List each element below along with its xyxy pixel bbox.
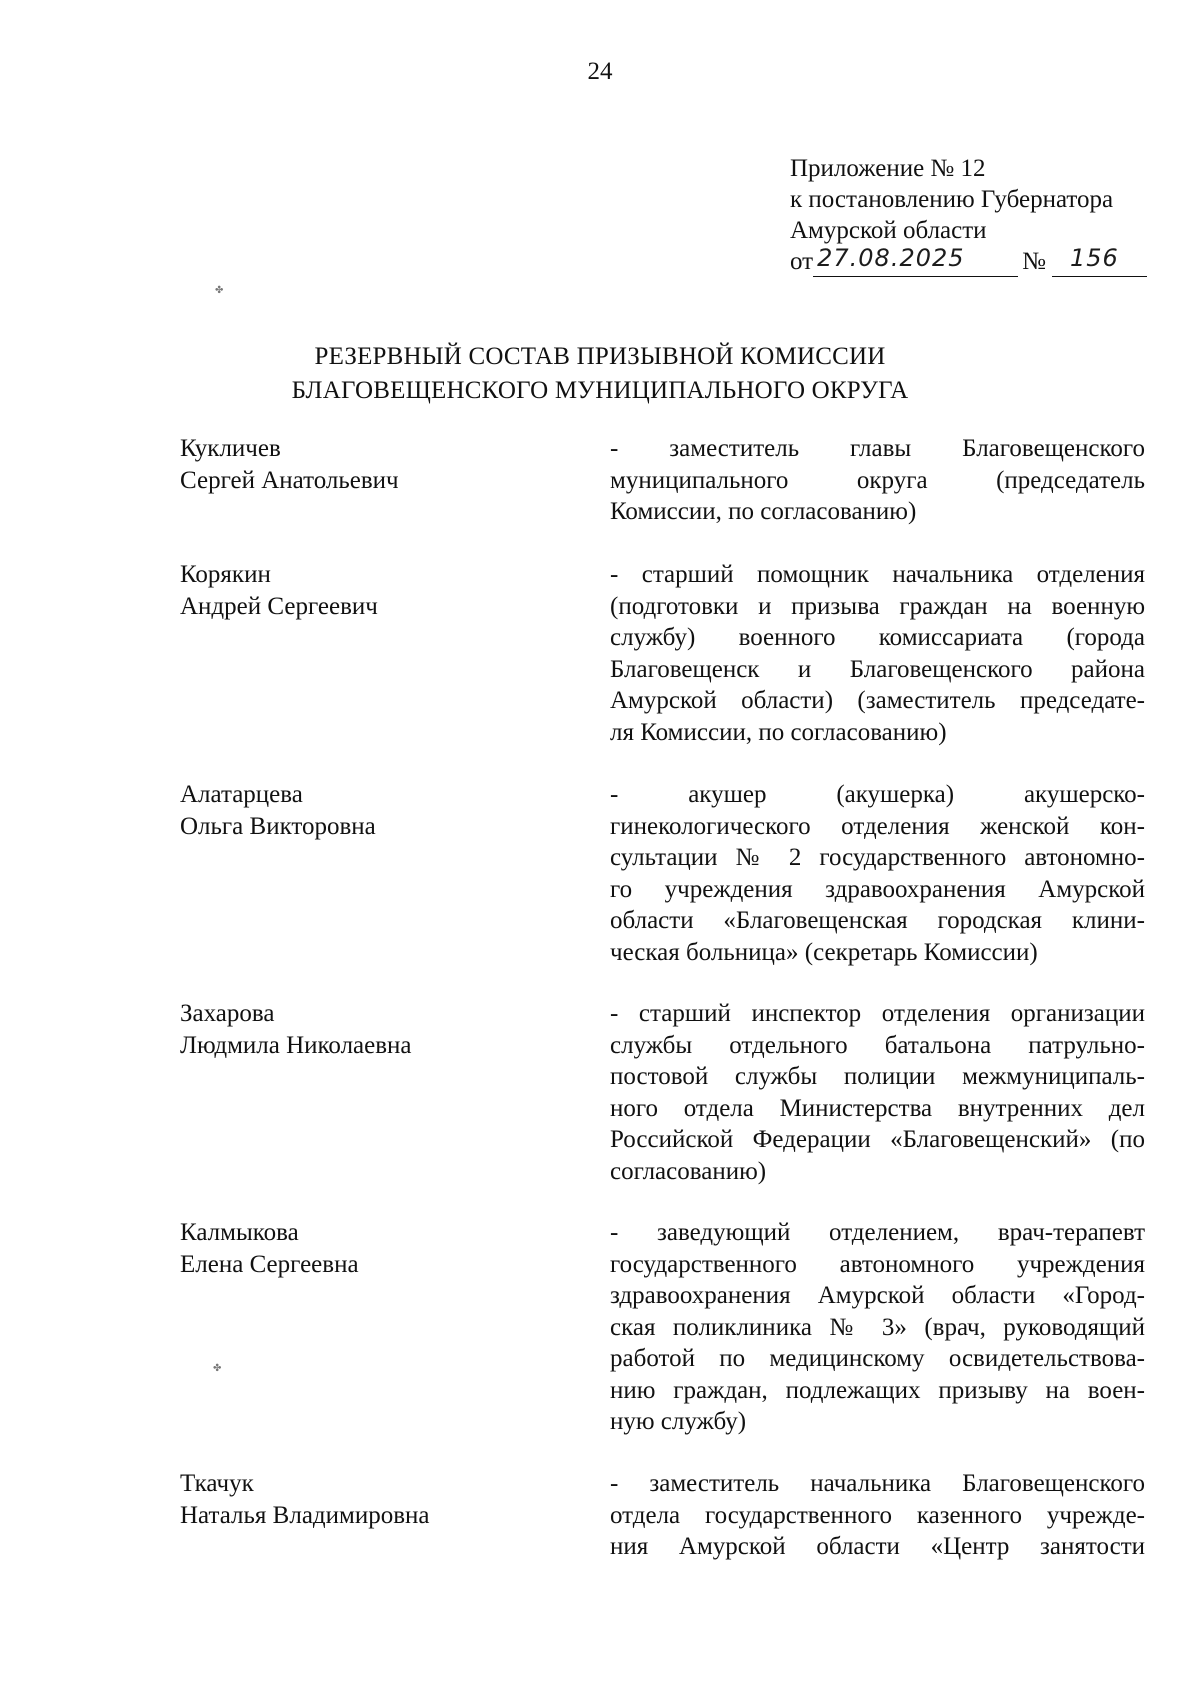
member-name — [180, 1468, 610, 1563]
position-line: службу) военного комиссариата (города — [610, 624, 1145, 651]
member-position — [610, 1468, 1145, 1563]
member-name — [180, 433, 610, 528]
position-line: ская поликлиника № 3» (врач, руководящий — [610, 1313, 1145, 1341]
position-line: нию граждан, подлежащих призыву на воен- — [610, 1376, 1145, 1404]
member-surname: Алатарцева — [180, 781, 303, 808]
position-line: здравоохранения Амурской области «Город- — [610, 1282, 1145, 1309]
member-given-name: Ольга Викторовна — [180, 812, 376, 840]
position-line: Амурской области) (заместитель председате- — [610, 687, 1145, 714]
member-entry — [180, 1468, 1150, 1563]
member-position — [610, 1217, 1145, 1438]
member-name — [180, 1217, 610, 1438]
position-line: го учреждения здравоохранения Амурской — [610, 875, 1145, 903]
member-surname: Ткачук — [180, 1470, 254, 1497]
appendix-reference: к постановлению Губернатора — [790, 186, 1114, 213]
position-line: гинекологического отделения женской кон- — [610, 812, 1145, 840]
page-number: 24 — [587, 58, 613, 85]
appendix-title: Приложение № 12 — [790, 155, 986, 182]
position-line: - заведующий отделением, врач-терапевт — [610, 1219, 1145, 1246]
position-line: (подготовки и призыва граждан на военную — [610, 592, 1145, 620]
handwritten-date: 27.08.2025 — [817, 244, 965, 272]
number-field — [1052, 244, 1147, 277]
position-line: - заместитель начальника Благовещенского — [610, 1470, 1145, 1497]
member-name — [180, 998, 610, 1187]
date-field — [813, 244, 1018, 277]
member-name — [180, 779, 610, 968]
scan-speck: ✤ — [215, 285, 224, 296]
member-given-name: Андрей Сергеевич — [180, 592, 378, 620]
position-line: работой по медицинскому освидетельствова- — [610, 1345, 1145, 1372]
position-line: Российской Федерации «Благовещенский» (по — [610, 1126, 1145, 1153]
scan-speck: ✤ — [213, 1363, 222, 1374]
member-given-name: Наталья Владимировна — [180, 1501, 430, 1529]
member-position — [610, 433, 1145, 528]
position-line: ческая больница» (секретарь Комиссии) — [610, 938, 1038, 966]
member-position — [610, 779, 1145, 968]
member-entry — [180, 998, 1150, 1187]
member-entry — [180, 1217, 1150, 1438]
position-line: - старший помощник начальника отделения — [610, 561, 1145, 588]
member-surname: Захарова — [180, 1000, 275, 1027]
member-position — [610, 559, 1145, 748]
member-surname: Корякин — [180, 561, 271, 588]
position-line: - старший инспектор отделения организации — [610, 1000, 1145, 1027]
document-title — [0, 340, 1200, 408]
position-line: государственного автономного учреждения — [610, 1250, 1145, 1278]
member-entry — [180, 433, 1150, 528]
title-line-1: РЕЗЕРВНЫЙ СОСТАВ ПРИЗЫВНОЙ КОМИССИИ — [314, 343, 886, 370]
number-label: № — [1022, 248, 1046, 275]
member-given-name: Сергей Анатольевич — [180, 466, 399, 494]
member-position — [610, 998, 1145, 1187]
position-line: Благовещенск и Благовещенского района — [610, 655, 1145, 683]
handwritten-number: 156 — [1069, 244, 1119, 272]
position-line: ля Комиссии, по согласованию) — [610, 718, 947, 746]
position-line: отдела государственного казенного учрежде- — [610, 1501, 1145, 1529]
member-surname: Кукличев — [180, 435, 281, 462]
appendix-block — [790, 153, 1170, 277]
from-label: от — [790, 248, 814, 275]
position-line: сультации № 2 государственного автономно- — [610, 844, 1145, 871]
member-surname: Калмыкова — [180, 1219, 299, 1246]
position-line: ного отдела Министерства внутренних дел — [610, 1094, 1145, 1122]
appendix-region: Амурской области — [790, 217, 987, 244]
position-line: ния Амурской области «Центр занятости — [610, 1533, 1145, 1560]
title-line-2: БЛАГОВЕЩЕНСКОГО МУНИЦИПАЛЬНОГО ОКРУГА — [291, 377, 909, 404]
position-line: согласованию) — [610, 1157, 767, 1185]
appendix-date-number-line — [790, 246, 1170, 277]
position-line: области «Благовещенская городская клини- — [610, 907, 1145, 934]
member-entry — [180, 779, 1150, 968]
position-line: постовой службы полиции межмуниципаль- — [610, 1063, 1145, 1090]
position-line: - акушер (акушерка) акушерско- — [610, 781, 1145, 808]
member-given-name: Елена Сергеевна — [180, 1250, 359, 1278]
position-line: ную службу) — [610, 1408, 747, 1435]
position-line: муниципального округа (председатель — [610, 466, 1145, 494]
position-line: службы отдельного батальона патрульно- — [610, 1031, 1145, 1059]
position-line: Комиссии, по согласованию) — [610, 498, 917, 525]
member-given-name: Людмила Николаевна — [180, 1031, 412, 1059]
position-line: - заместитель главы Благовещенского — [610, 435, 1145, 462]
member-name — [180, 559, 610, 748]
member-entry — [180, 559, 1150, 748]
